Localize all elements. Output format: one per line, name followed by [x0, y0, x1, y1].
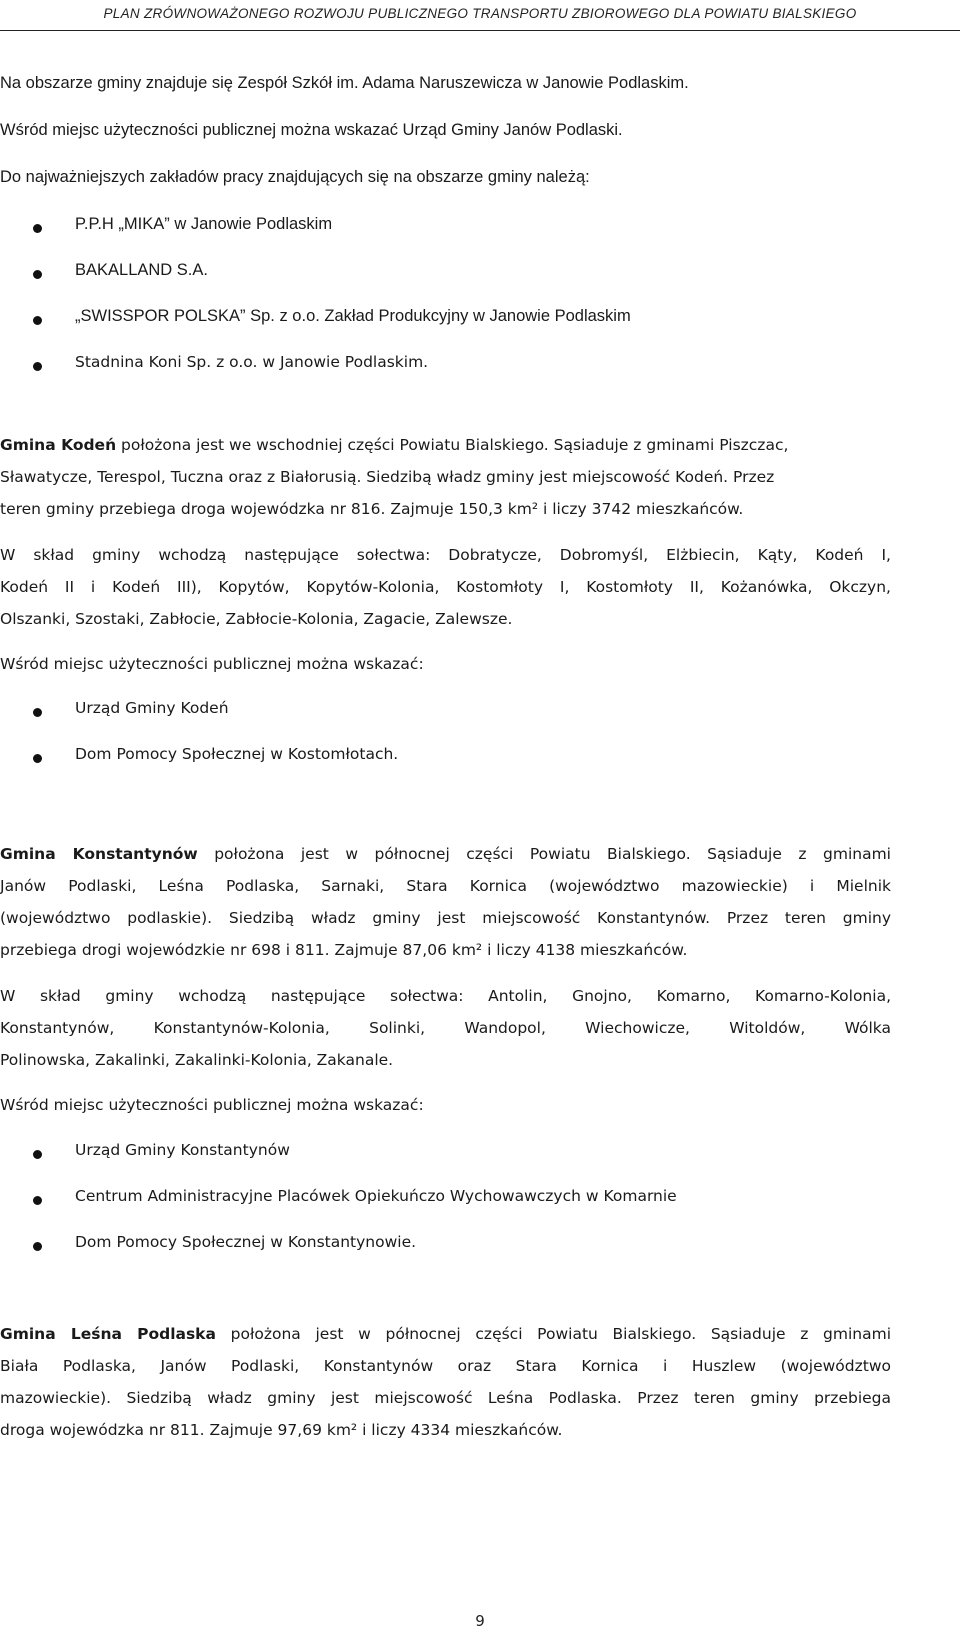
list-item: Dom Pomocy Społecznej w Kostomłotach.	[75, 745, 399, 763]
bullet-icon	[33, 362, 42, 371]
page-number: 9	[475, 1612, 485, 1630]
koden-name: Gmina Kodeń	[0, 436, 117, 454]
konstantynow-para-2-line-1: W skład gminy wchodzą następujące sołectwa: Antolin, Gnojno, Komarno, Komarno-Kolonia,	[0, 987, 891, 1005]
list-item: P.P.H „MIKA” w Janowie Podlaskim	[75, 215, 333, 233]
list-item: Stadnina Koni Sp. z o.o. w Janowie Podlaskim.	[75, 353, 429, 371]
konstantynow-para-1-line-2: Janów Podlaski, Leśna Podlaska, Sarnaki, Stara Kornica (województwo mazowieckie) i Mielnik	[0, 877, 891, 895]
header-rule	[0, 30, 960, 31]
bullet-icon	[33, 754, 42, 763]
koden-para-2-line-2: Kodeń II i Kodeń III), Kopytów, Kopytów-Kolonia, Kostomłoty I, Kostomłoty II, Kożanówka, Okczyn,	[0, 578, 891, 596]
konstantynow-para-2-line-3: Polinowska, Zakalinki, Zakalinki-Kolonia, Zakanale.	[0, 1051, 394, 1069]
koden-para-2-line-3: Olszanki, Szostaki, Zabłocie, Zabłocie-Kolonia, Zagacie, Zalewsze.	[0, 610, 513, 628]
bullet-icon	[33, 1196, 42, 1205]
koden-para-2-line-1: W skład gminy wchodzą następujące sołectwa: Dobratycze, Dobromyśl, Elżbiecin, Kąty, Kodeń I,	[0, 546, 891, 564]
koden-para-1-line-3: teren gminy przebiega droga wojewódzka nr 816. Zajmuje 150,3 km² i liczy 3742 mieszkańców.	[0, 500, 744, 518]
konstantynow-para-1-line-4: przebiega drogi wojewódzkie nr 698 i 811. Zajmuje 87,06 km² i liczy 4138 mieszkańców.	[0, 941, 688, 959]
bullet-icon	[33, 1242, 42, 1251]
koden-para-1-line-2: Sławatycze, Terespol, Tuczna oraz z Białorusią. Siedzibą władz gminy jest miejscowość Kodeń. Przez	[0, 468, 775, 486]
lesna-para-1-line-2: Biała Podlaska, Janów Podlaski, Konstantynów oraz Stara Kornica i Huszlew (województwo	[0, 1357, 891, 1375]
konstantynow-para-1-line-3: (województwo podlaskie). Siedzibą władz gminy jest miejscowość Konstantynów. Przez teren gminy	[0, 909, 891, 927]
janow-line-3: Do najważniejszych zakładów pracy znajdujących się na obszarze gminy należą:	[0, 168, 590, 186]
bullet-icon	[33, 1150, 42, 1159]
janow-line-1: Na obszarze gminy znajduje się Zespół Szkół im. Adama Naruszewicza w Janowie Podlaskim.	[0, 74, 689, 92]
konstantynow-para-1-line-1: Gmina Konstantynów położona jest w północnej części Powiatu Bialskiego. Sąsiaduje z gminami	[0, 845, 891, 863]
konstantynow-para-2-line-2: Konstantynów, Konstantynów-Kolonia, Solinki, Wandopol, Wiechowicze, Witoldów, Wólka	[0, 1019, 891, 1037]
koden-facilities-intro: Wśród miejsc użyteczności publicznej można wskazać:	[0, 655, 424, 673]
running-header: PLAN ZRÓWNOWAŻONEGO ROZWOJU PUBLICZNEGO TRANSPORTU ZBIOROWEGO DLA POWIATU BIALSKIEGO	[103, 6, 857, 21]
lesna-name: Gmina Leśna Podlaska	[0, 1325, 216, 1343]
konstantynow-facilities-intro: Wśród miejsc użyteczności publicznej można wskazać:	[0, 1096, 424, 1114]
koden-para-1-line-1: Gmina Kodeń położona jest we wschodniej części Powiatu Bialskiego. Sąsiaduje z gminami Piszczac,	[0, 436, 789, 454]
list-item: Dom Pomocy Społecznej w Konstantynowie.	[75, 1233, 417, 1251]
bullet-icon	[33, 270, 42, 279]
list-item: BAKALLAND S.A.	[75, 261, 208, 279]
lesna-para-1-line-4: droga wojewódzka nr 811. Zajmuje 97,69 km² i liczy 4334 mieszkańców.	[0, 1421, 563, 1439]
bullet-icon	[33, 224, 42, 233]
list-item: „SWISSPOR POLSKA” Sp. z o.o. Zakład Produkcyjny w Janowie Podlaskim	[75, 307, 631, 325]
list-item: Urząd Gminy Konstantynów	[75, 1141, 290, 1159]
bullet-icon	[33, 316, 42, 325]
janow-line-2: Wśród miejsc użyteczności publicznej można wskazać Urząd Gminy Janów Podlaski.	[0, 121, 623, 139]
list-item: Centrum Administracyjne Placówek Opiekuńczo Wychowawczych w Komarnie	[75, 1187, 677, 1205]
konstantynow-name: Gmina Konstantynów	[0, 845, 198, 863]
lesna-para-1-line-1: Gmina Leśna Podlaska położona jest w północnej części Powiatu Bialskiego. Sąsiaduje z gminami	[0, 1325, 892, 1343]
list-item: Urząd Gminy Kodeń	[75, 699, 229, 717]
bullet-icon	[33, 708, 42, 717]
lesna-para-1-line-3: mazowieckie). Siedzibą władz gminy jest miejscowość Leśna Podlaska. Przez teren gminy przebiega	[0, 1389, 891, 1407]
